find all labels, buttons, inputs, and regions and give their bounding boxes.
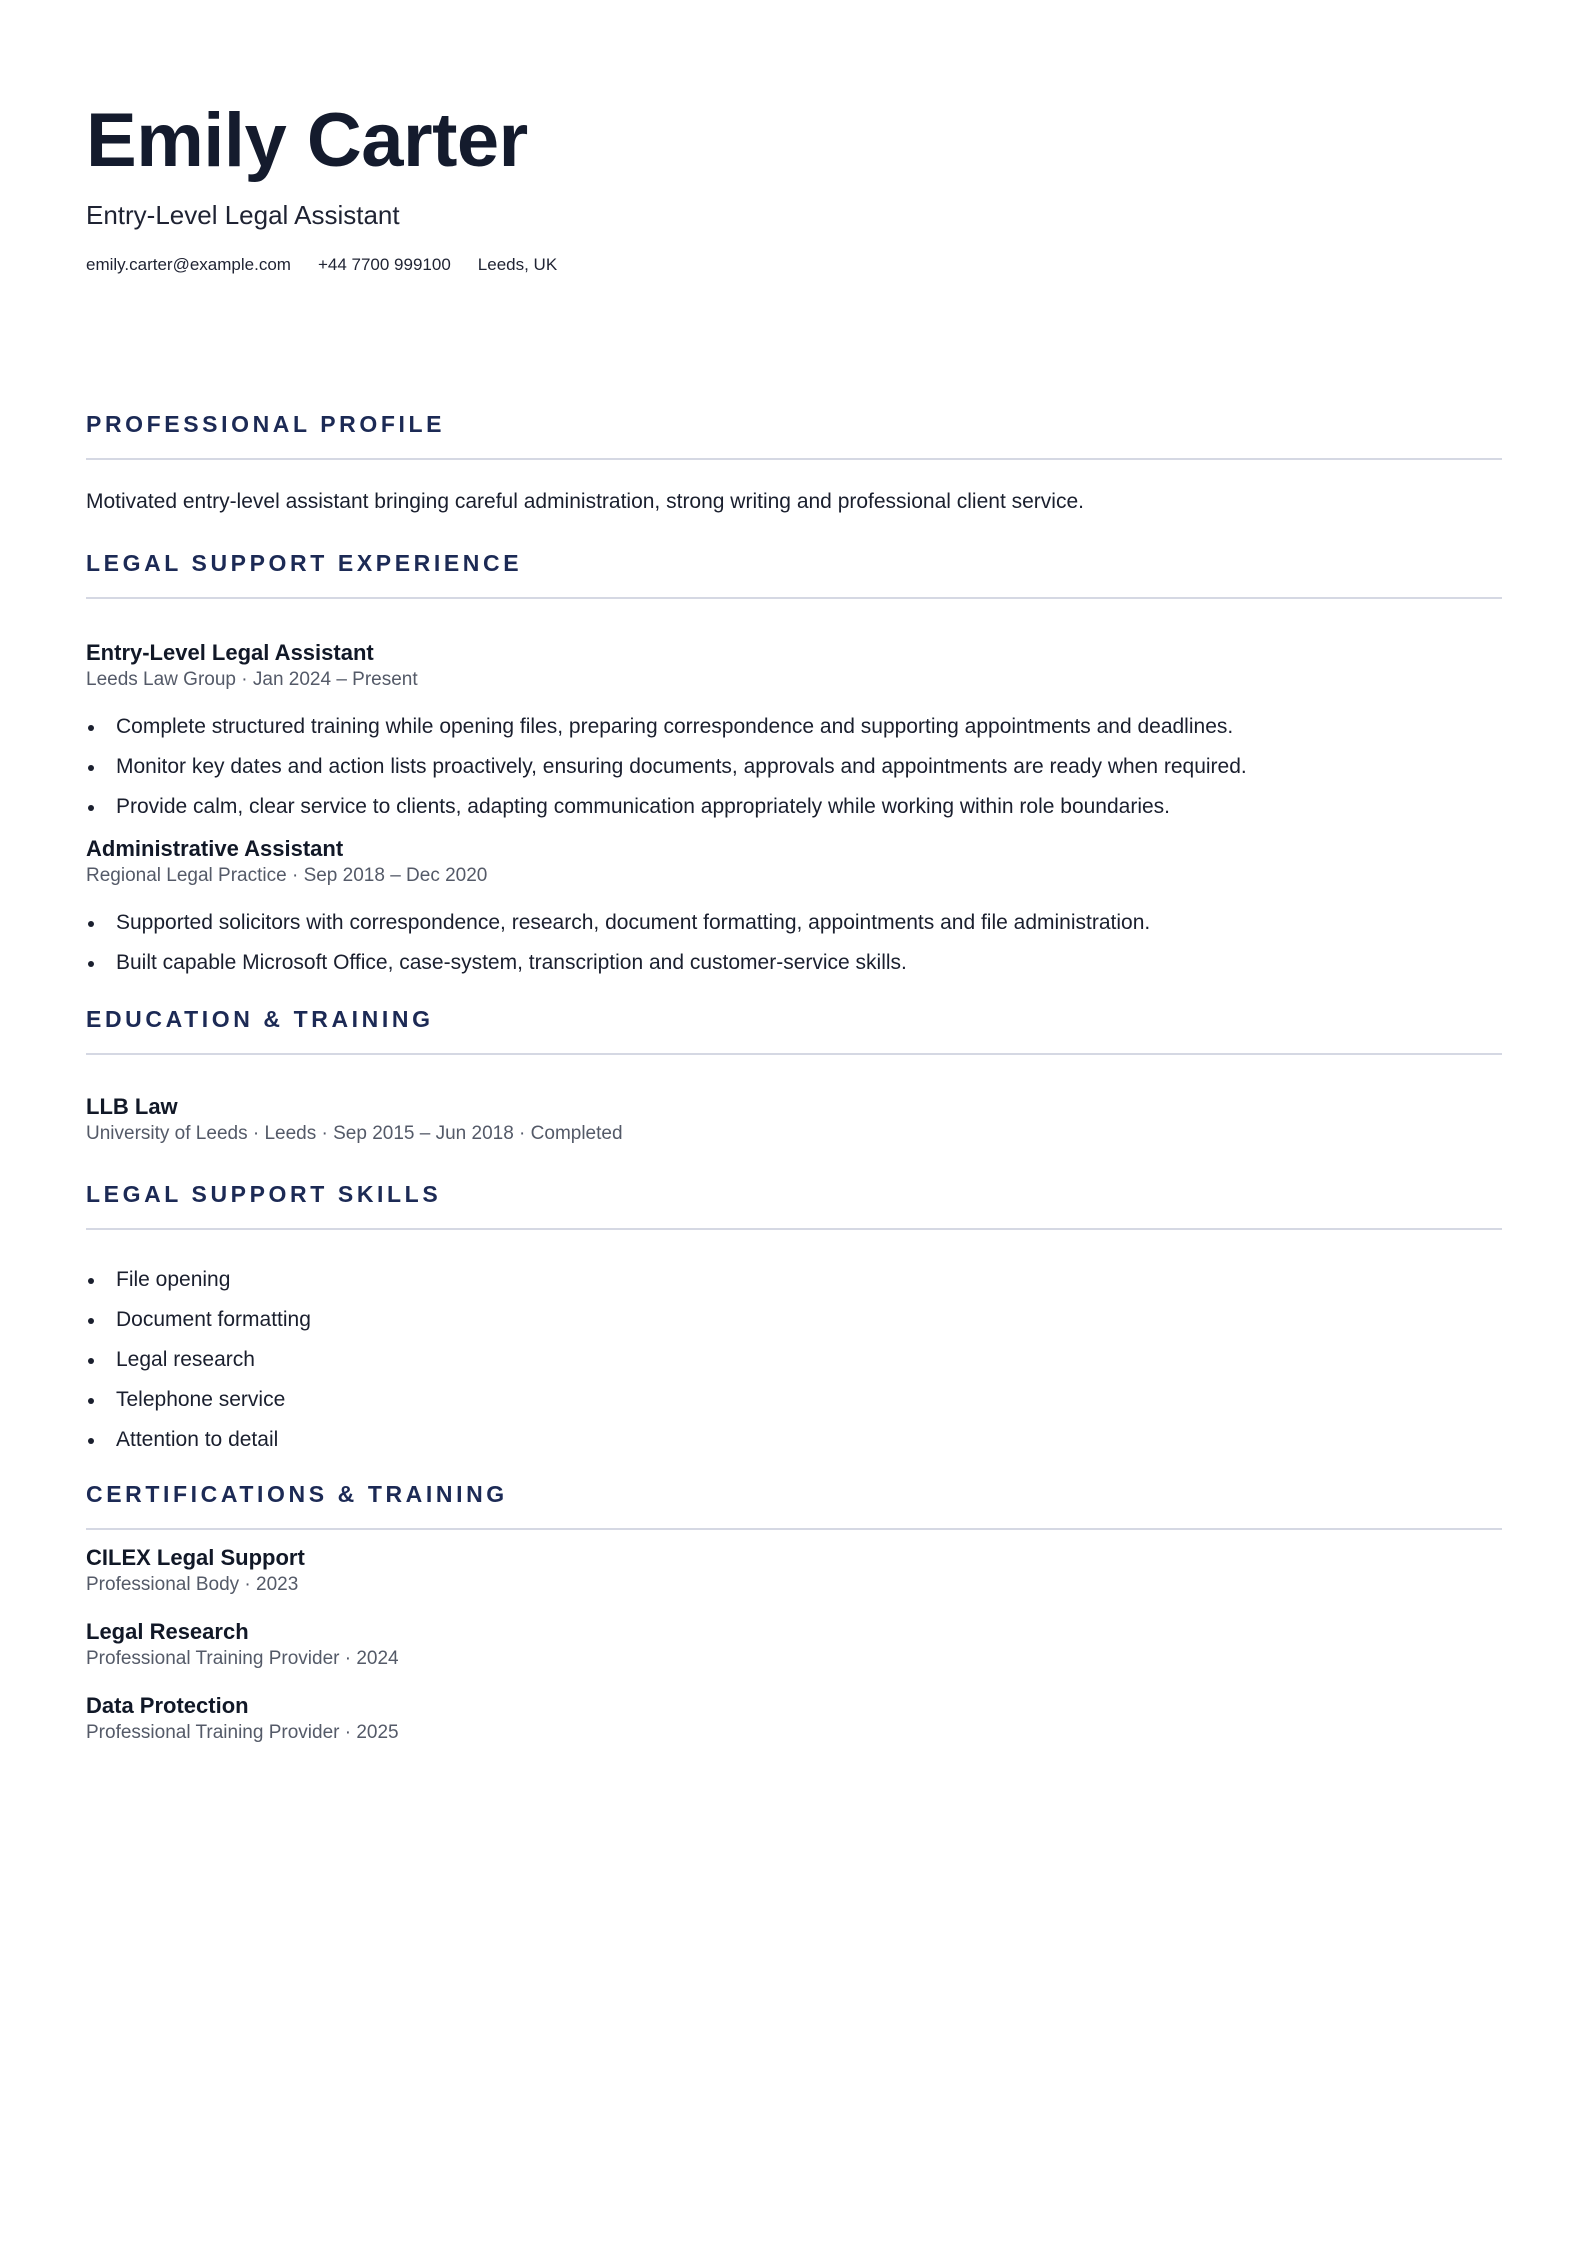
experience-entry: [86, 639, 1502, 821]
degree-title: LLB Law: [86, 1094, 178, 1119]
resume-header: [86, 0, 1502, 276]
experience-entry: [86, 835, 1502, 977]
contact-email[interactable]: emily.carter@example.com: [86, 255, 291, 274]
job-meta: Regional Legal Practice · Sep 2018 – Dec 2020: [86, 865, 488, 886]
skill-item: Telephone service: [86, 1386, 1502, 1414]
job-bullets: [86, 909, 1502, 977]
skills-list: [86, 1266, 1502, 1454]
job-title: Entry-Level Legal Assistant: [86, 640, 374, 665]
degree-meta: University of Leeds · Leeds · Sep 2015 – Jun 2018 · Completed: [86, 1123, 623, 1144]
section-divider: [86, 1053, 1502, 1055]
section-title-certifications: CERTIFICATIONS & TRAINING: [86, 1481, 508, 1507]
candidate-headline: Entry-Level Legal Assistant: [86, 200, 400, 230]
contact-row: [86, 254, 1502, 276]
job-bullet: Supported solicitors with correspondence, research, document formatting, appointments and file administration.: [86, 909, 1502, 937]
certification-name: CILEX Legal Support: [86, 1545, 305, 1570]
skill-item: File opening: [86, 1266, 1502, 1294]
contact-phone[interactable]: +44 7700 999100: [317, 255, 451, 274]
section-title-skills: LEGAL SUPPORT SKILLS: [86, 1181, 442, 1207]
section-title-profile: PROFESSIONAL PROFILE: [86, 411, 446, 437]
section-title-education: EDUCATION & TRAINING: [86, 1006, 434, 1032]
certification-meta: Professional Body · 2023: [86, 1574, 299, 1595]
section-education: [86, 1005, 1502, 1147]
section-profile: [86, 410, 1502, 516]
section-divider: [86, 458, 1502, 460]
section-title-experience: LEGAL SUPPORT EXPERIENCE: [86, 550, 523, 576]
certification-entry: [86, 1618, 1502, 1672]
skill-item: Attention to detail: [86, 1426, 1502, 1454]
certification-entry: [86, 1692, 1502, 1746]
certification-entry: [86, 1544, 1502, 1598]
section-certifications: [86, 1480, 1502, 1746]
job-bullet: Monitor key dates and action lists proactively, ensuring documents, approvals and appointments are ready when required.: [86, 753, 1502, 781]
section-experience: [86, 549, 1502, 977]
skill-item: Legal research: [86, 1346, 1502, 1374]
certification-meta: Professional Training Provider · 2025: [86, 1722, 399, 1743]
certification-name: Data Protection: [86, 1693, 249, 1718]
candidate-name: Emily Carter: [86, 98, 528, 183]
job-bullet: Built capable Microsoft Office, case-system, transcription and customer-service skills.: [86, 949, 1502, 977]
job-bullets: [86, 713, 1502, 821]
section-divider: [86, 1228, 1502, 1230]
section-divider: [86, 1528, 1502, 1530]
job-bullet: Provide calm, clear service to clients, adapting communication appropriately while working within role boundaries.: [86, 793, 1502, 821]
job-bullet: Complete structured training while opening files, preparing correspondence and supporting appointments and deadlines.: [86, 713, 1502, 741]
section-skills: [86, 1180, 1502, 1454]
section-divider: [86, 597, 1502, 599]
certification-meta: Professional Training Provider · 2024: [86, 1648, 399, 1669]
profile-summary: Motivated entry-level assistant bringing careful administration, strong writing and professional client service.: [86, 490, 1084, 513]
job-meta: Leeds Law Group · Jan 2024 – Present: [86, 669, 418, 690]
education-entry: [86, 1093, 1502, 1147]
contact-location: Leeds, UK: [477, 255, 558, 274]
certification-name: Legal Research: [86, 1619, 249, 1644]
skill-item: Document formatting: [86, 1306, 1502, 1334]
job-title: Administrative Assistant: [86, 836, 344, 861]
